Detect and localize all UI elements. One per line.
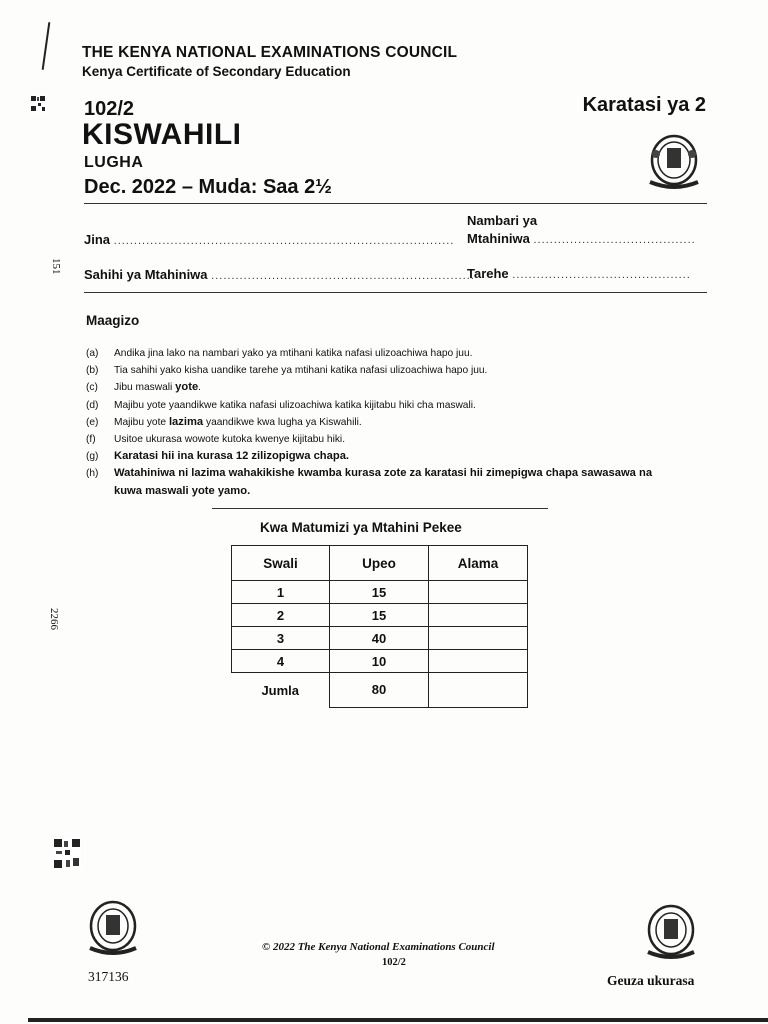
paper-number: Karatasi ya 2	[582, 94, 706, 116]
instructions-list	[86, 345, 666, 500]
index-number-dots: ........................................	[533, 234, 696, 246]
instruction-label: (h)	[86, 468, 99, 480]
serial-number: 317136	[88, 969, 129, 984]
signature-dots: .................................................................	[211, 270, 475, 282]
paper-code: 102/2	[84, 98, 135, 120]
page-bottom-edge	[28, 1018, 768, 1022]
instruction-text: Majibu yote lazima yaandikwe kwa lugha ya Kiswahili.	[114, 415, 362, 428]
date-dots: ............................................	[512, 269, 691, 281]
header-upeo: Upeo	[330, 546, 429, 581]
margin-pen-stroke	[42, 22, 51, 70]
index-number-field	[467, 231, 696, 246]
index-number-label-line2: Mtahiniwa	[467, 231, 530, 246]
instruction-label: (a)	[86, 348, 99, 359]
score-cell	[429, 604, 528, 627]
instruction-item	[86, 379, 666, 396]
header-rule-top	[84, 203, 707, 204]
instruction-label: (b)	[86, 365, 99, 377]
instruction-label: (c)	[86, 382, 98, 394]
instruction-text: Tia sahihi yako kisha uandike tarehe ya mtihani katika nafasi ulizoachiwa hapo juu.	[114, 365, 488, 377]
signature-field	[84, 267, 475, 282]
instruction-label: (f)	[86, 434, 96, 446]
total-label: Jumla	[261, 682, 300, 698]
instruction-item	[86, 431, 666, 448]
header-swali: Swali	[232, 546, 330, 581]
max-marks: 10	[330, 650, 429, 673]
max-marks: 15	[330, 604, 429, 627]
instructions-title: Maagizo	[86, 313, 140, 328]
table-header-row	[232, 546, 528, 581]
instruction-item	[86, 362, 666, 379]
instruction-item	[86, 397, 666, 414]
table-row	[232, 581, 528, 604]
index-number-label-line1: Nambari ya	[467, 213, 538, 228]
score-cell	[429, 650, 528, 673]
instruction-item	[86, 345, 666, 362]
table-row	[232, 650, 528, 673]
instruction-text: Karatasi hii ina kurasa 12 zilizopigwa chapa.	[114, 450, 350, 463]
instruction-label: (d)	[86, 399, 99, 411]
score-cell	[429, 581, 528, 604]
total-score	[429, 673, 528, 708]
exam-date-duration: Dec. 2022 – Muda: Saa 2½	[84, 176, 332, 198]
signature-label: Sahihi ya Mtahiniwa	[84, 267, 208, 282]
turn-over-note: Geuza ukurasa	[607, 973, 695, 988]
question-number: 2	[232, 604, 330, 627]
subject-title: KISWAHILI	[82, 118, 242, 151]
name-field	[84, 232, 454, 247]
qr-code-icon	[30, 95, 46, 113]
kenya-coat-of-arms-icon	[82, 898, 144, 960]
instruction-item	[86, 414, 666, 431]
table-row	[232, 627, 528, 650]
instruction-text: Watahiniwa ni lazima wahakikishe kwamba kurasa zote za karatasi hii zimepigwa chapa sawasawa na kuwa maswali yote yamo.	[114, 467, 653, 497]
instruction-text: Jibu maswali yote.	[114, 381, 202, 394]
kenya-coat-of-arms-icon	[640, 132, 708, 194]
margin-mark-middle: 2266	[48, 608, 60, 630]
instruction-item	[86, 448, 666, 465]
instruction-text: Andika jina lako na nambari yako ya mtihani katika nafasi ulizoachiwa hapo juu.	[114, 348, 473, 359]
certificate-name: Kenya Certificate of Secondary Education	[82, 64, 351, 79]
footer-copyright: © 2022 The Kenya National Examinations Council	[262, 941, 495, 953]
table-total-row	[232, 673, 528, 708]
instruction-text: Majibu yote yaandikwe katika nafasi ulizoachiwa katika kijitabu hiki cha maswali.	[114, 399, 476, 411]
table-row	[232, 604, 528, 627]
marks-table-title: Kwa Matumizi ya Mtahini Pekee	[260, 520, 462, 535]
component-title: LUGHA	[84, 154, 144, 171]
max-marks: 40	[330, 627, 429, 650]
header-rule-bottom	[84, 292, 707, 293]
question-number: 1	[232, 581, 330, 604]
name-label: Jina	[84, 232, 111, 247]
header-alama: Alama	[429, 546, 528, 581]
council-name: THE KENYA NATIONAL EXAMINATIONS COUNCIL	[82, 44, 458, 61]
name-dots: ....................................................................................	[113, 235, 455, 247]
qr-code-icon	[53, 838, 81, 870]
kenya-coat-of-arms-icon	[640, 902, 702, 964]
margin-mark-top: 151	[50, 258, 62, 275]
footer-paper-code: 102/2	[382, 957, 406, 968]
instruction-item	[86, 465, 666, 499]
date-label: Tarehe	[467, 266, 509, 281]
score-cell	[429, 627, 528, 650]
instruction-label: (g)	[86, 451, 99, 463]
instruction-label: (e)	[86, 416, 99, 428]
date-field	[467, 266, 691, 281]
question-number: 4	[232, 650, 330, 673]
instructions-separator	[212, 508, 548, 509]
total-max: 80	[330, 673, 429, 708]
max-marks: 15	[330, 581, 429, 604]
marks-table	[231, 545, 528, 708]
question-number: 3	[232, 627, 330, 650]
instruction-text: Usitoe ukurasa wowote kutoka kwenye kijitabu hiki.	[114, 434, 346, 446]
